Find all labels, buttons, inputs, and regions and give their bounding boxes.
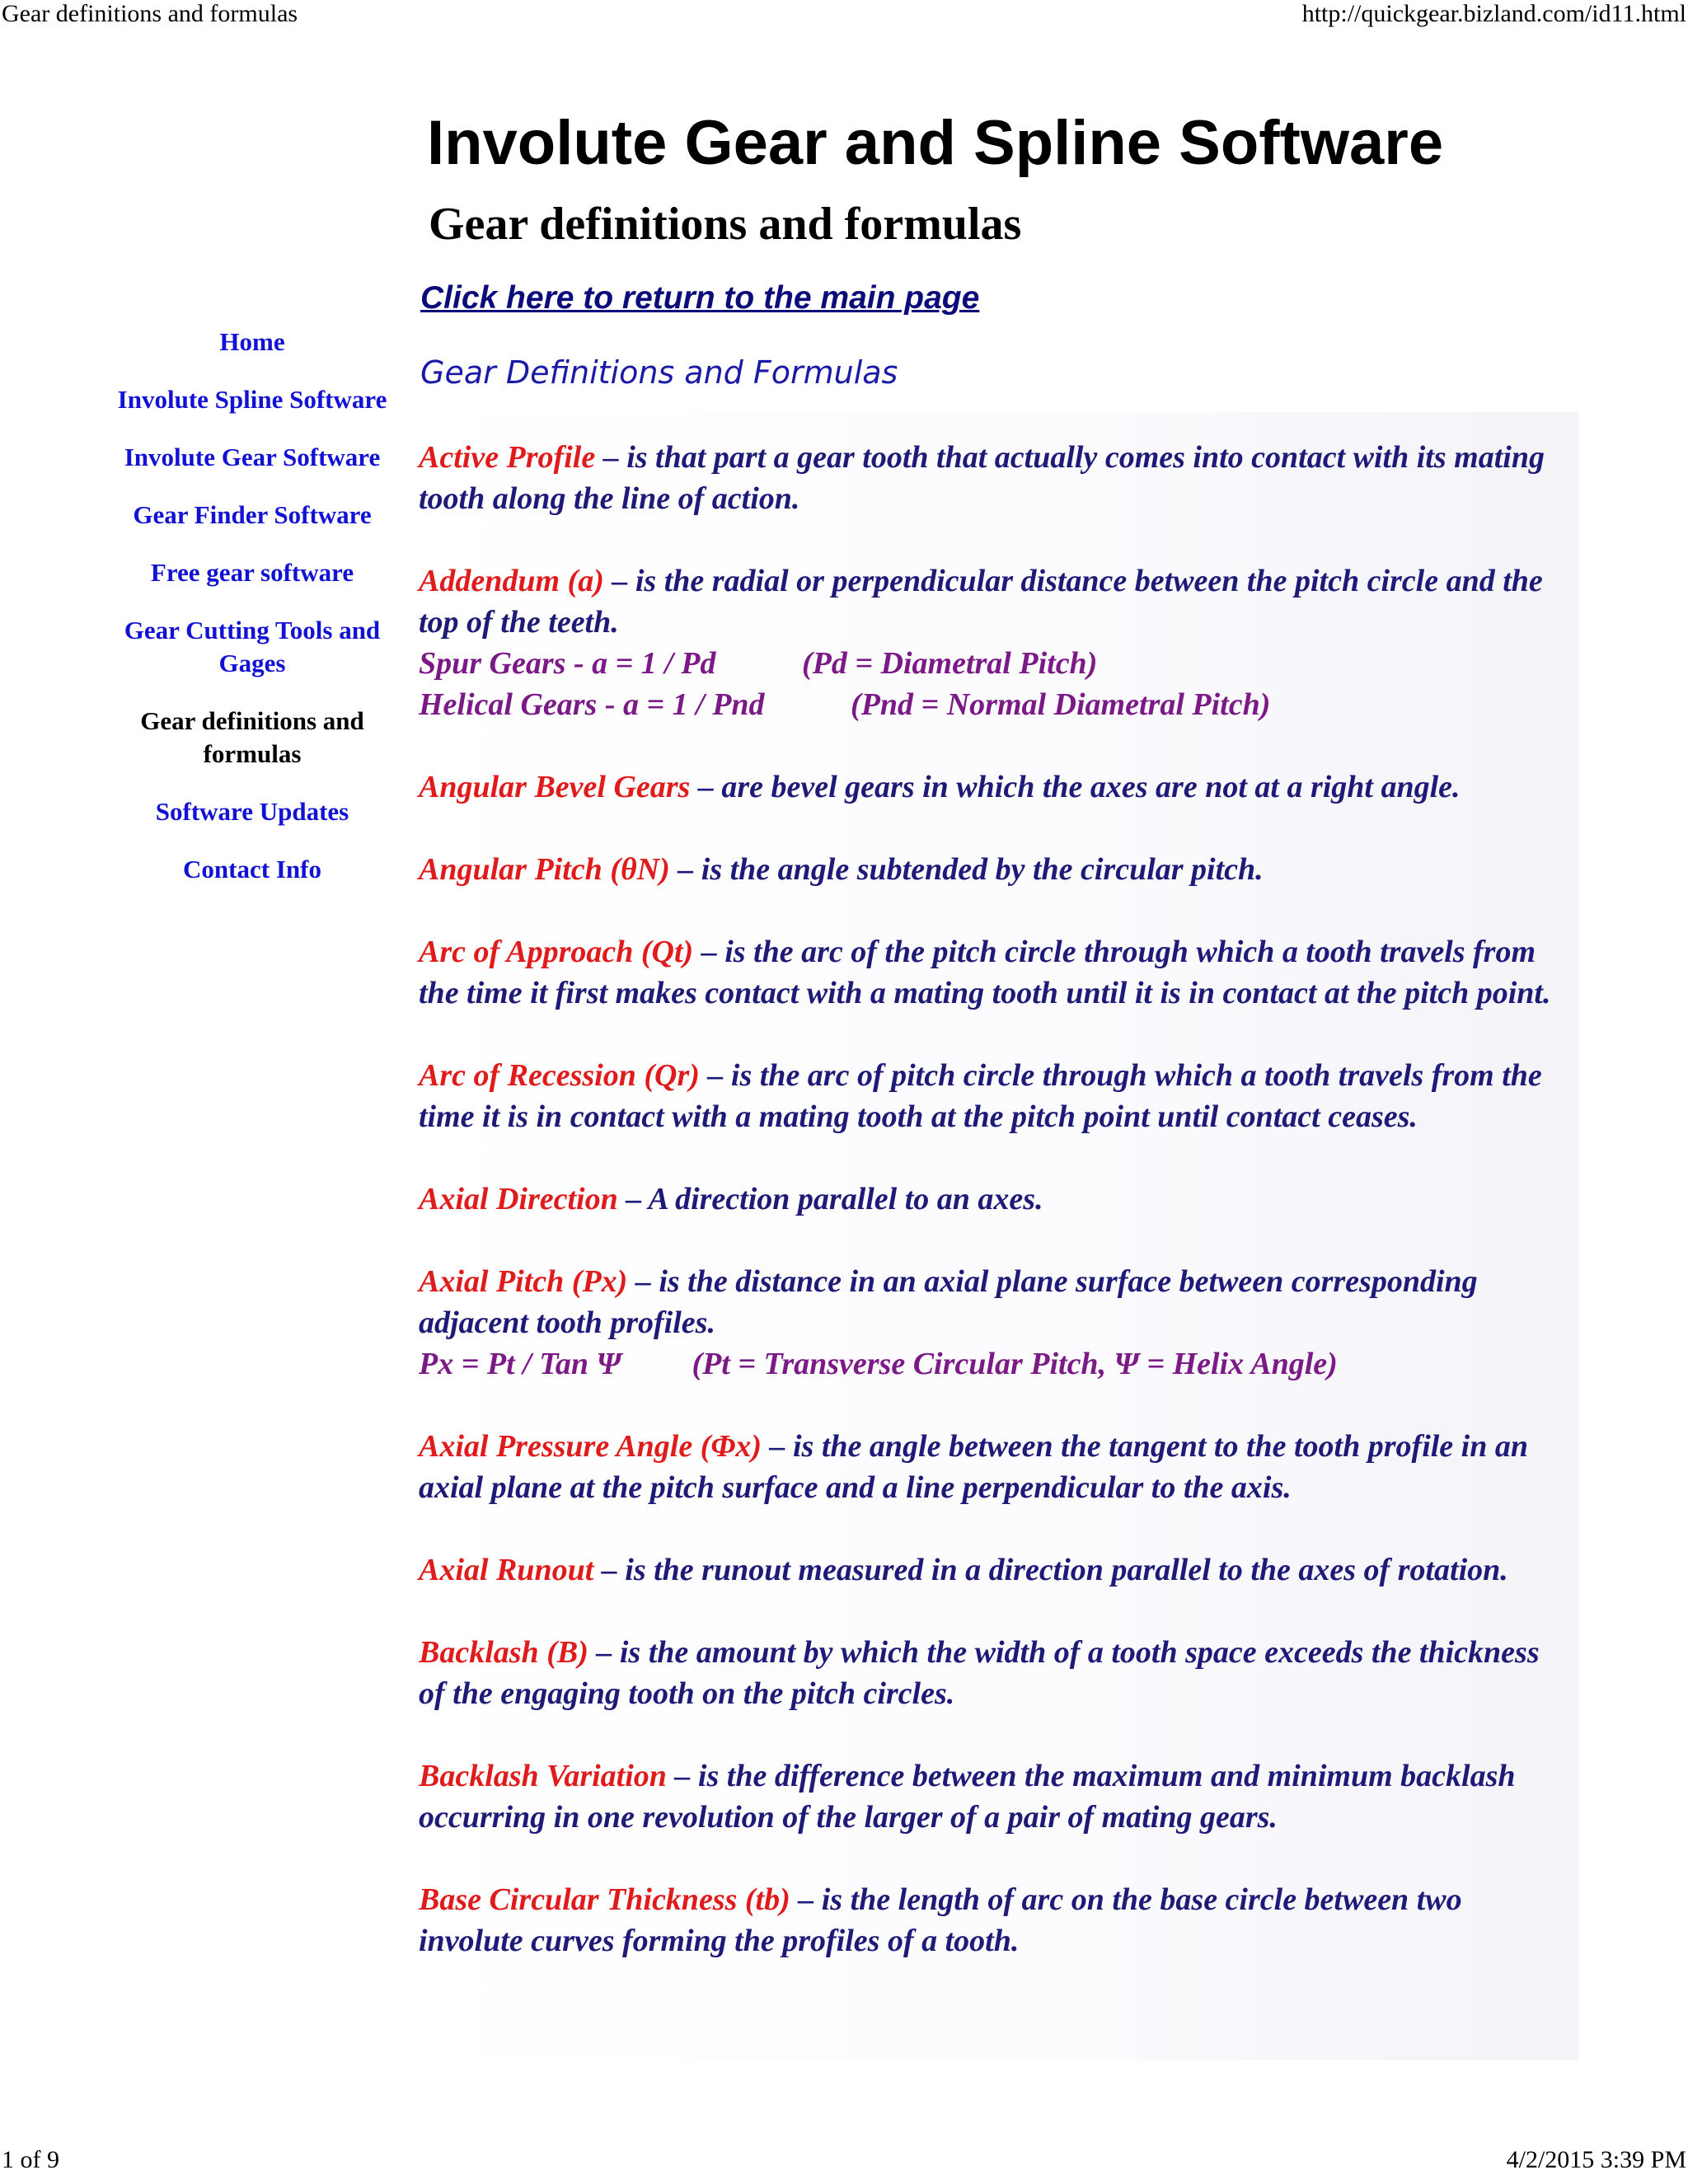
definition-term: Arc of Approach (Qt) — [419, 935, 694, 969]
print-footer — [0, 2146, 1688, 2179]
definition-entry — [419, 1755, 1573, 1838]
sidebar-item-gear-finder-software[interactable]: Gear Finder Software — [133, 500, 372, 529]
definition-description: – is the distance in an axial plane surface between corresponding adjacent tooth profiles. — [419, 1264, 1478, 1340]
page-subtitle: Gear definitions and formulas — [429, 199, 1022, 250]
definition-description: – is the runout measured in a direction parallel to the axes of rotation. — [593, 1553, 1508, 1587]
definition-description: – is the length of arc on the base circle between two involute curves forming the profiles of a tooth. — [419, 1882, 1462, 1958]
print-timestamp: 4/2/2015 3:39 PM — [1506, 2146, 1686, 2173]
definition-term: Addendum (a) — [419, 564, 604, 598]
definition-term: Base Circular Thickness (tb) — [419, 1882, 790, 1917]
sidebar-item-software-updates[interactable]: Software Updates — [155, 797, 349, 826]
definition-entry — [419, 1879, 1573, 1961]
definition-description: – is the arc of pitch circle through which a tooth travels from the time it is in contact with a mating tooth at the pitch point until contact ceases. — [419, 1058, 1542, 1134]
sidebar-item-gear-definitions-current: Gear definitions and formulas — [140, 706, 364, 768]
definition-term: Angular Bevel Gears — [419, 770, 691, 804]
definition-formula: Px = Pt / Tan Ψ (Pt = Transverse Circular Pitch, Ψ = Helix Angle) — [419, 1347, 1338, 1381]
definition-description: – is that part a gear tooth that actually comes into contact with its mating tooth along the line of action. — [419, 440, 1545, 516]
definition-description: – is the amount by which the width of a tooth space exceeds the thickness of the engaging tooth on the pitch circles. — [419, 1635, 1540, 1711]
definition-term: Backlash Variation — [419, 1759, 667, 1793]
sidebar-item-involute-gear-software[interactable]: Involute Gear Software — [124, 443, 381, 471]
page-title: Involute Gear and Spline Software — [427, 108, 1444, 178]
sidebar-item-gear-cutting-tools[interactable]: Gear Cutting Tools and Gages — [124, 616, 381, 677]
definition-description: – is the angle between the tangent to the tooth profile in an axial plane at the pitch surface and a line perpendicular to the axis. — [419, 1429, 1529, 1505]
print-header-title: Gear definitions and formulas — [2, 0, 298, 27]
definition-entry — [419, 766, 1573, 808]
definition-entry — [419, 931, 1573, 1014]
sidebar-nav — [107, 326, 397, 911]
print-header-url: http://quickgear.bizland.com/id11.html — [1301, 0, 1686, 27]
definition-term: Arc of Recession (Qr) — [419, 1058, 700, 1093]
definition-description: – is the radial or perpendicular distance between the pitch circle and the top of the teeth. — [419, 564, 1543, 640]
definition-formula: Helical Gears - a = 1 / Pnd (Pnd = Normal Diametral Pitch) — [419, 687, 1271, 722]
definition-description: – A direction parallel to an axes. — [617, 1182, 1043, 1216]
definition-term: Axial Pitch (Px) — [419, 1264, 628, 1299]
definition-term: Active Profile — [419, 440, 596, 475]
definitions-list — [419, 437, 1573, 2003]
definition-term: Axial Pressure Angle (Φx) — [419, 1429, 762, 1464]
definition-entry — [419, 1055, 1573, 1137]
definition-term: Backlash (B) — [419, 1635, 588, 1670]
definition-description: – is the angle subtended by the circular pitch. — [669, 852, 1264, 887]
definition-term: Axial Runout — [419, 1553, 594, 1587]
definition-entry — [419, 1549, 1573, 1591]
definition-description: – are bevel gears in which the axes are not at a right angle. — [690, 770, 1461, 804]
definition-entry — [419, 1632, 1573, 1714]
return-to-main-link[interactable]: Click here to return to the main page — [420, 280, 980, 316]
sidebar-item-contact-info[interactable]: Contact Info — [183, 855, 321, 883]
definition-description: – is the difference between the maximum and minimum backlash occurring in one revolution of the larger of a pair of mating gears. — [419, 1759, 1516, 1835]
definition-entry — [419, 1426, 1573, 1508]
definition-entry — [419, 560, 1573, 725]
page-counter: 1 of 9 — [2, 2146, 59, 2173]
sidebar-item-home[interactable]: Home — [219, 327, 285, 356]
definition-term: Angular Pitch (θN) — [419, 852, 670, 887]
sidebar-item-involute-spline-software[interactable]: Involute Spline Software — [117, 385, 387, 414]
definition-entry — [419, 1179, 1573, 1220]
sidebar-item-free-gear-software[interactable]: Free gear software — [150, 558, 354, 587]
section-heading: Gear Definitions and Formulas — [420, 354, 898, 391]
definition-entry — [419, 1261, 1573, 1385]
definition-entry — [419, 437, 1573, 519]
definition-term: Axial Direction — [419, 1182, 618, 1216]
definition-entry — [419, 849, 1573, 890]
definition-description: – is the arc of the pitch circle through which a tooth travels from the time it first makes contact with a mating tooth until it is in contact at the pitch point. — [419, 935, 1551, 1010]
definition-formula: Spur Gears - a = 1 / Pd (Pd = Diametral Pitch) — [419, 646, 1098, 681]
print-header — [0, 0, 1688, 33]
